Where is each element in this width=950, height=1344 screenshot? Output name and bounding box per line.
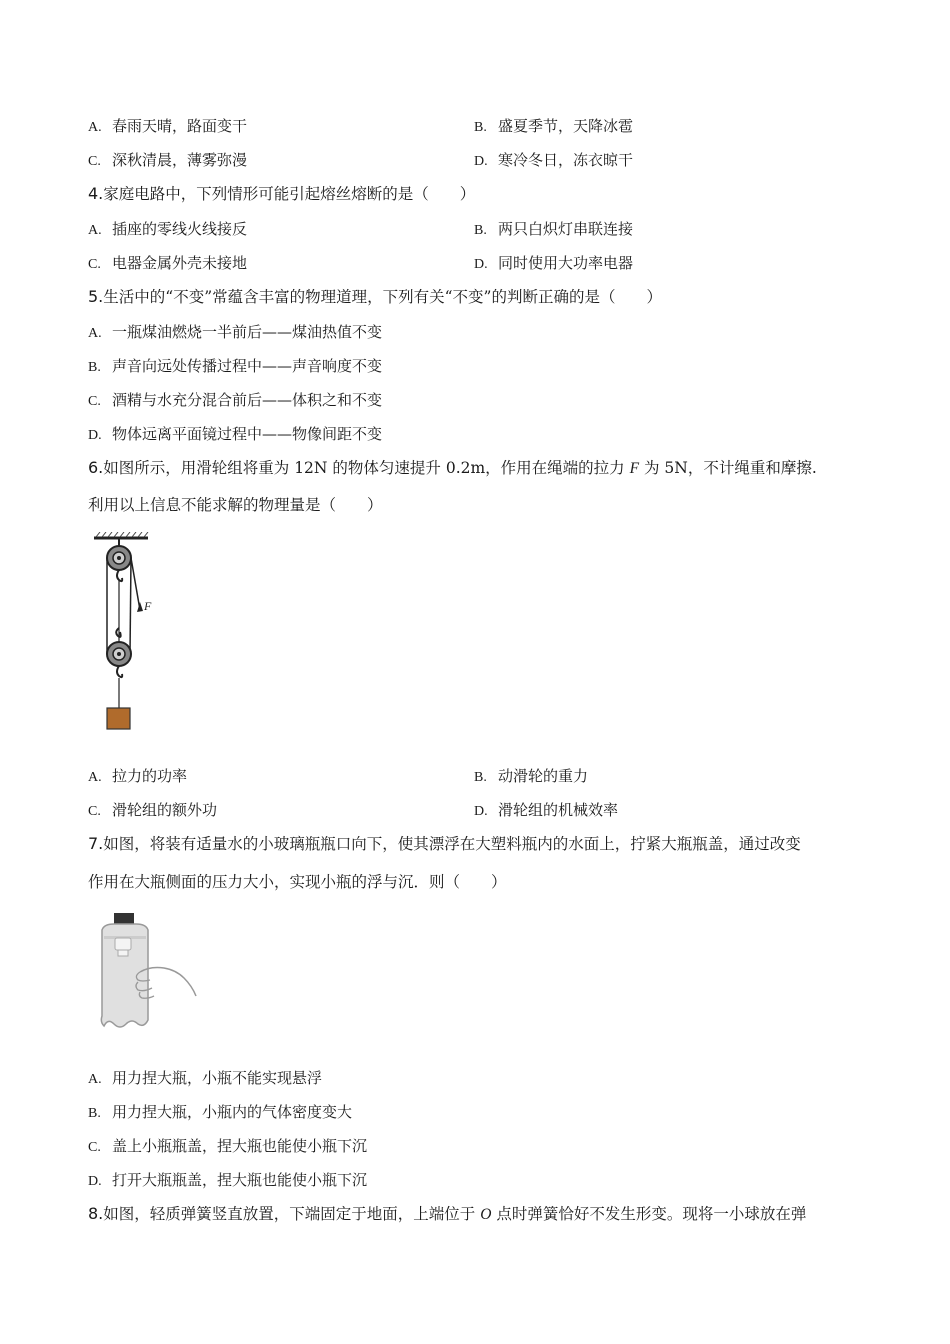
q6-option-c: C. 滑轮组的额外功 [88, 801, 218, 819]
force-label: F [144, 599, 152, 613]
q3-option-d: D. 寒冷冬日，冻衣晾干 [474, 151, 634, 169]
small-vial [115, 938, 131, 950]
q4-stem: 4.家庭电路中，下列情形可能引起熔丝熔断的是（ ） [88, 184, 476, 203]
point-variable: O [480, 1206, 492, 1223]
q8-stem-line1: 8.如图，轻质弹簧竖直放置，下端固定于地面，上端位于 O 点时弹簧恰好不发生形变。现将一小球放在弹 [88, 1204, 807, 1223]
q3-option-a: A. 春雨天晴，路面变干 [88, 117, 248, 135]
q5-option-d: D. 物体远离平面镜过程中——物像间距不变 [88, 425, 383, 443]
bottle-figure [90, 910, 200, 1034]
q3-option-c: C. 深秋清晨，薄雾弥漫 [88, 151, 248, 169]
q6-option-a: A. 拉力的功率 [88, 767, 188, 785]
q6-stem-line1: 6.如图所示，用滑轮组将重为 12N 的物体匀速提升 0.2m，作用在绳端的拉力 F 为 5N，不计绳重和摩擦. [88, 458, 817, 477]
weight-block [107, 708, 130, 729]
q7-stem-line1: 7.如图，将装有适量水的小玻璃瓶瓶口向下，使其漂浮在大塑料瓶内的水面上，拧紧大瓶瓶盖，通过改变 [88, 834, 801, 853]
q7-option-a: A. 用力捏大瓶，小瓶不能实现悬浮 [88, 1069, 323, 1087]
q4-option-b: B. 两只白炽灯串联连接 [474, 220, 634, 238]
q5-option-b: B. 声音向远处传播过程中——声音响度不变 [88, 357, 383, 375]
q4-option-a: A. 插座的零线火线接反 [88, 220, 248, 238]
force-variable: F [629, 460, 640, 477]
q5-stem: 5.生活中的“不变”常蕴含丰富的物理道理，下列有关“不变”的判断正确的是（ ） [88, 287, 662, 306]
pulley-system-figure [88, 532, 178, 740]
q4-option-d: D. 同时使用大功率电器 [474, 254, 634, 272]
q7-option-b: B. 用力捏大瓶，小瓶内的气体密度变大 [88, 1103, 353, 1121]
q3-option-b: B. 盛夏季节，天降冰雹 [474, 117, 634, 135]
q5-option-a: A. 一瓶煤油燃烧一半前后——煤油热值不变 [88, 323, 383, 341]
q6-stem-line2: 利用以上信息不能求解的物理量是（ ） [88, 496, 383, 514]
q7-option-c: C. 盖上小瓶瓶盖，捏大瓶也能使小瓶下沉 [88, 1137, 368, 1155]
q6-option-d: D. 滑轮组的机械效率 [474, 801, 619, 819]
q6-option-b: B. 动滑轮的重力 [474, 767, 589, 785]
bottle-cap [114, 913, 134, 925]
q5-option-c: C. 酒精与水充分混合前后——体积之和不变 [88, 391, 383, 409]
q4-option-c: C. 电器金属外壳未接地 [88, 254, 248, 272]
q7-stem-line2: 作用在大瓶侧面的压力大小，实现小瓶的浮与沉．则（ ） [88, 873, 507, 891]
q7-option-d: D. 打开大瓶瓶盖，捏大瓶也能使小瓶下沉 [88, 1171, 368, 1189]
force-arrow-icon [137, 602, 143, 612]
